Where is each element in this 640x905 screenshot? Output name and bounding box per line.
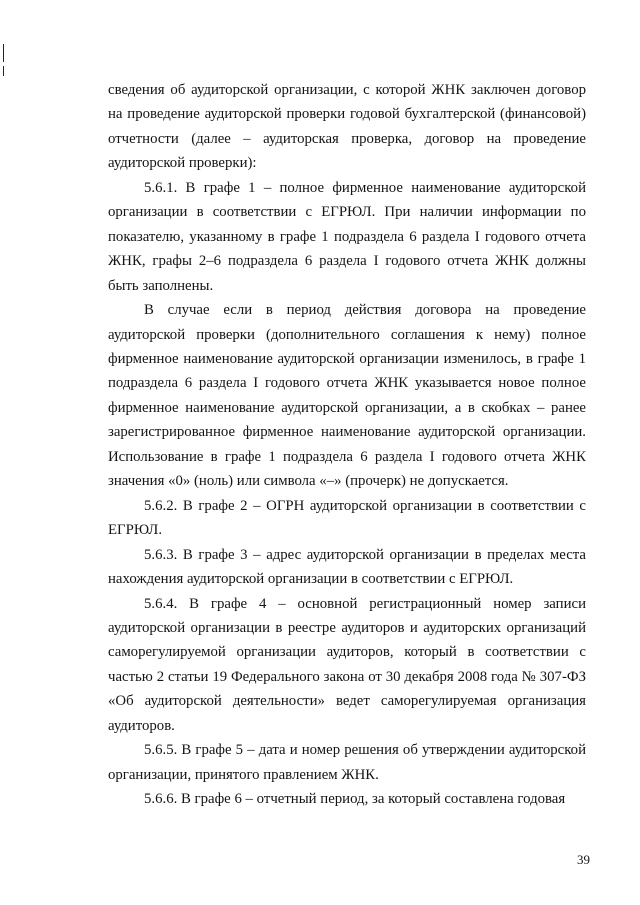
paragraph-name-change: В случае если в период действия договора на проведение аудиторской проверки (дополнительного соглашения к нему) полное фирменное наименование аудиторской организации изменилось, в графе 1 подраздела 6 раздела I годового отчета ЖНК указывается новое полное фирменное наименование аудиторской организации, а в скобках – ранее зарегистрированное фирменное наименование аудиторской организации. Использование в графе 1 подраздела 6 раздела I годового отчета ЖНК значения «0» (ноль) или символа «–» (прочерк) не допускается. bbox=[108, 302, 586, 490]
paragraph-5-6-1: 5.6.1. В графе 1 – полное фирменное наименование аудиторской организации в соответствии с ЕГРЮЛ. При наличии информации по показателю, указанному в графе 1 подраздела 6 раздела I годового отчета ЖНК, графы 2–6 подраздела 6 раздела I годового отчета ЖНК должны быть заполнены. bbox=[108, 179, 586, 294]
document-body bbox=[108, 78, 586, 812]
paragraph-5-6-2: 5.6.2. В графе 2 – ОГРН аудиторской организации в соответствии с ЕГРЮЛ. bbox=[108, 497, 586, 539]
margin-mark bbox=[3, 44, 4, 62]
paragraph-5-6-6: 5.6.6. В графе 6 – отчетный период, за который составлена годовая bbox=[144, 791, 566, 808]
page-number: 39 bbox=[577, 852, 590, 867]
paragraph-5-6-3: 5.6.3. В графе 3 – адрес аудиторской организации в пределах места нахождения аудиторской организации в соответствии с ЕГРЮЛ. bbox=[108, 546, 586, 588]
margin-mark bbox=[3, 66, 4, 76]
paragraph-5-6-5: 5.6.5. В графе 5 – дата и номер решения об утверждении аудиторской организации, принятого правлением ЖНК. bbox=[108, 742, 586, 783]
paragraph-continuation: сведения об аудиторской организации, с которой ЖНК заключен договор на проведение аудиторской проверки годовой бухгалтерской (финансовой) отчетности (далее – аудиторская проверка, договор на проведение аудиторской проверки): bbox=[108, 82, 586, 172]
paragraph-5-6-4: 5.6.4. В графе 4 – основной регистрационный номер записи аудиторской организации в реестре аудиторов и аудиторских организаций саморегулируемой организации аудиторов, который в соответствии с частью 2 статьи 19 Федерального закона от 30 декабря 2008 года № 307-ФЗ «Об аудиторской деятельности» ведет саморегулируемая организация аудиторов. bbox=[108, 595, 586, 734]
